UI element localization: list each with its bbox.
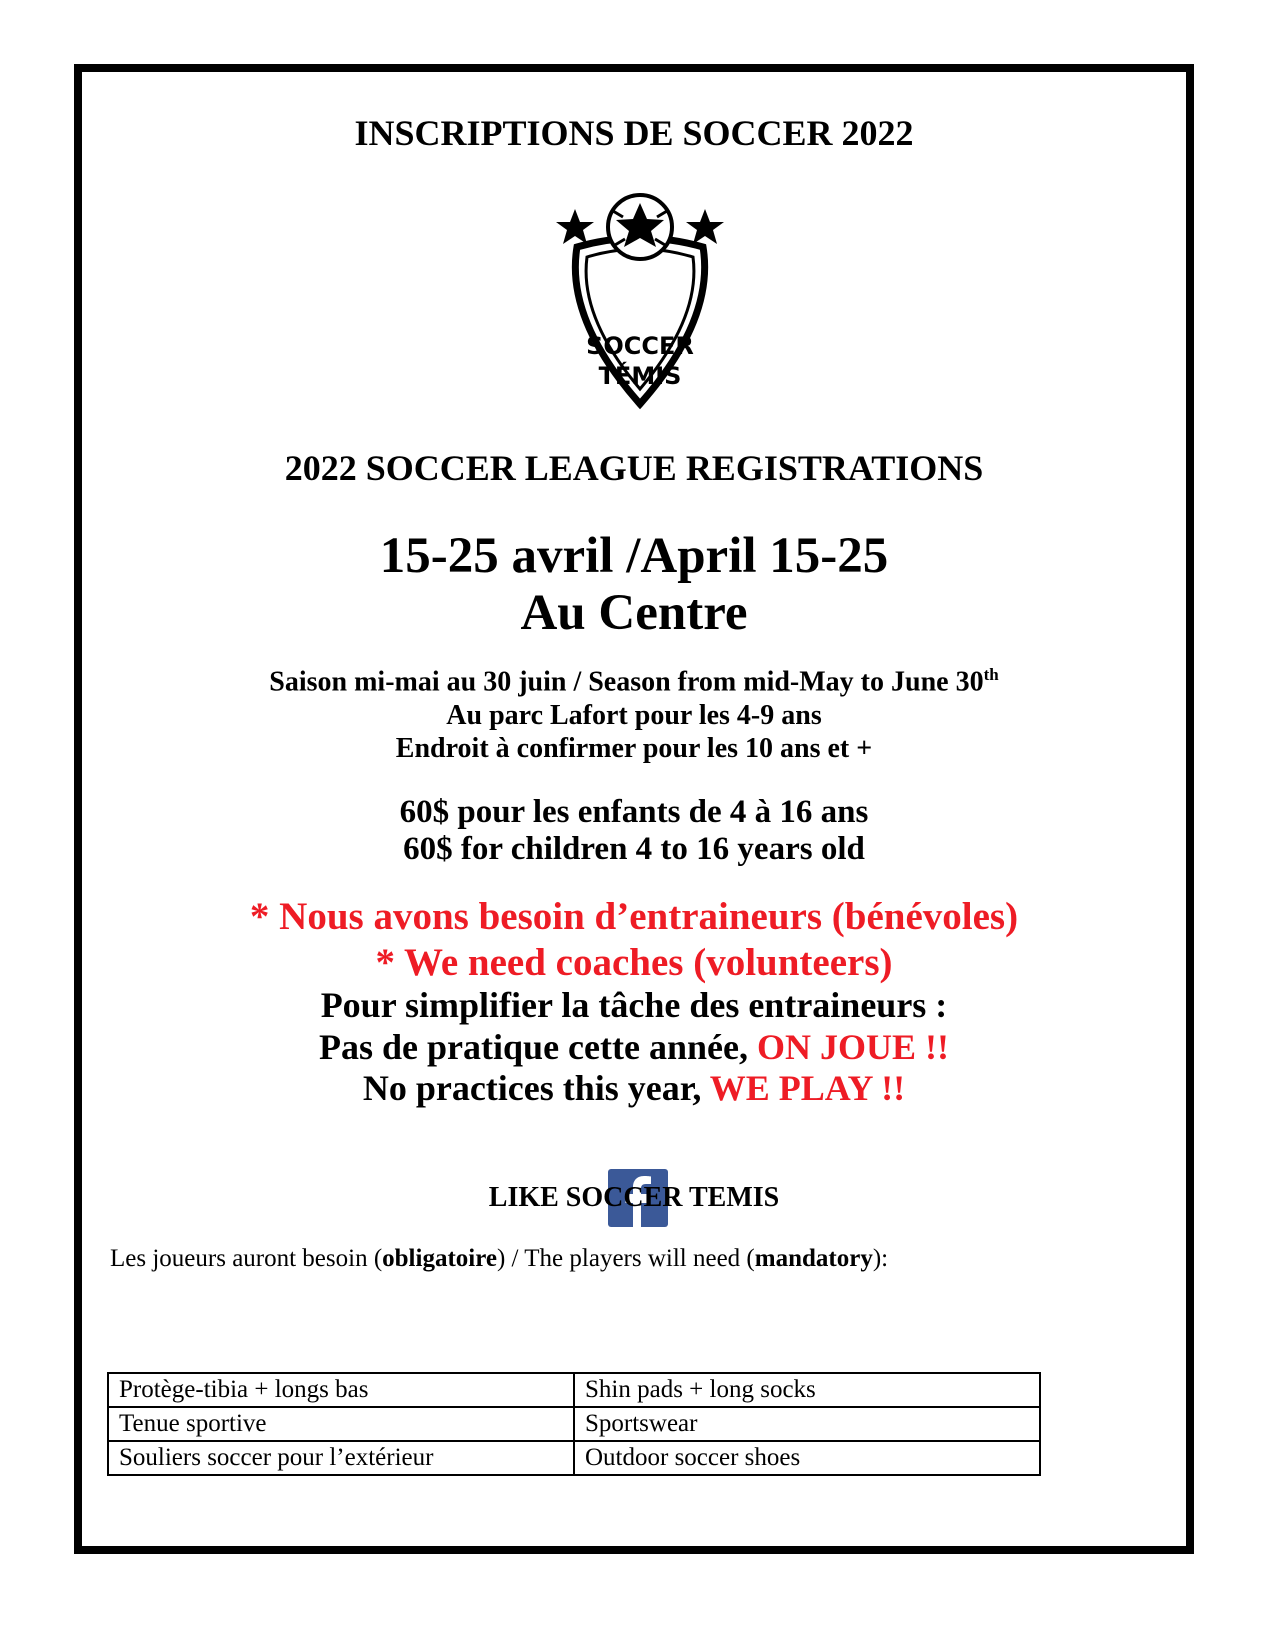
- no-practice-en: [82, 1067, 1186, 1109]
- no-practice-en-text: No practices this year,: [362, 1068, 710, 1108]
- intro-part-d: mandatory: [754, 1245, 873, 1272]
- equipment-fr-cell: Protège-tibia + longs bas: [108, 1373, 574, 1407]
- coaches-needed-en: * We need coaches (volunteers): [375, 941, 893, 984]
- equipment-fr-cell: Souliers soccer pour l’extérieur: [108, 1441, 574, 1475]
- equipment-fr-cell: Tenue sportive: [108, 1407, 574, 1441]
- equipment-en-cell: Outdoor soccer shoes: [574, 1441, 1040, 1475]
- subtitle-en: 2022 SOCCER LEAGUE REGISTRATIONS: [284, 448, 984, 488]
- equipment-table: [107, 1372, 1041, 1476]
- intro-part-e: ):: [872, 1245, 889, 1272]
- table-row: [108, 1407, 1040, 1441]
- play-en-text: WE PLAY !!: [709, 1068, 906, 1108]
- season-text: Saison mi-mai au 30 juin / Season from mid-May to June 30: [269, 666, 984, 698]
- season-park: Au parc Lafort pour les 4-9 ans: [446, 700, 822, 731]
- table-row: [108, 1373, 1040, 1407]
- registration-dates: 15-25 avril /April 15-25: [379, 528, 889, 584]
- no-practice-fr: [82, 1026, 1186, 1068]
- simplify-note: Pour simplifier la tâche des entraineurs :: [320, 985, 948, 1025]
- price-fr: 60$ pour les enfants de 4 à 16 ans: [399, 794, 869, 830]
- season-older: Endroit à confirmer pour les 10 ans et +: [395, 733, 873, 764]
- registration-location: Au Centre: [520, 585, 748, 641]
- intro-part-c: ) / The players will need (: [496, 1245, 755, 1272]
- facebook-like-label[interactable]: LIKE SOCCER TEMIS: [488, 1182, 780, 1213]
- crest-text-soccer: SOCCER: [586, 332, 694, 360]
- play-fr-text: ON JOUE !!: [756, 1027, 949, 1067]
- no-practice-fr-text: Pas de pratique cette année,: [319, 1027, 757, 1067]
- equipment-en-cell: Shin pads + long socks: [574, 1373, 1040, 1407]
- table-row: [108, 1441, 1040, 1475]
- coaches-needed-fr: * Nous avons besoin d’entraineurs (bénévoles): [249, 895, 1019, 938]
- season-superscript: th: [983, 665, 999, 684]
- equipment-en-cell: Sportswear: [574, 1407, 1040, 1441]
- intro-part-a: Les joueurs auront besoin (: [110, 1245, 383, 1272]
- price-en: 60$ for children 4 to 16 years old: [403, 831, 865, 867]
- title-fr: INSCRIPTIONS DE SOCCER 2022: [354, 113, 914, 153]
- equipment-intro: [110, 1245, 888, 1273]
- crest-text-temis: TÉMIS: [598, 362, 682, 390]
- season-dates: [82, 665, 1186, 698]
- intro-part-b: obligatoire: [382, 1245, 497, 1272]
- flyer-frame: [74, 64, 1194, 1554]
- soccer-crest-icon: [555, 189, 725, 414]
